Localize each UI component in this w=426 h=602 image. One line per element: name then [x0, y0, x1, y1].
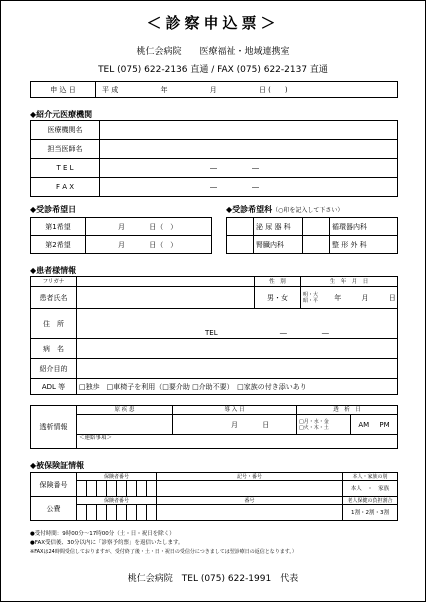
dob-header: 生 年 月 日: [301, 277, 398, 287]
address-input[interactable]: [77, 309, 398, 339]
hope-label: 第2希望: [31, 236, 86, 254]
day-label: 日 ( ): [258, 85, 288, 94]
induction-date-input[interactable]: [173, 415, 297, 435]
insurer-digit[interactable]: [127, 481, 137, 497]
era-label: 平 成: [102, 85, 119, 94]
dept-label: 循環器内科: [330, 218, 398, 236]
number-header: 番号: [157, 497, 343, 505]
purpose-label: 紹介目的: [31, 359, 77, 379]
insurer-digit[interactable]: [117, 481, 127, 497]
am-label: AM: [358, 420, 370, 429]
dialysis-col: 導 入 日: [173, 406, 297, 415]
insurer-digit[interactable]: [107, 505, 117, 521]
furigana-input[interactable]: [77, 277, 255, 287]
person-select[interactable]: 本人 ・ 家族: [343, 481, 398, 497]
day-label: 日: [262, 420, 270, 429]
dept-check[interactable]: [227, 236, 254, 254]
notes-input[interactable]: ＜連絡事項＞: [77, 435, 398, 449]
era-options: 明・大 昭・平: [303, 291, 319, 304]
symbol-header: 記号・番号: [157, 473, 343, 481]
gender-select[interactable]: 男・女: [255, 287, 301, 309]
referral-fax-input[interactable]: ― ―: [100, 178, 398, 197]
footer-contact: 桃仁会病院 TEL (075) 622-1991 代表: [127, 574, 299, 584]
referral-label: 担当医師名: [31, 140, 100, 159]
year-label: 年: [160, 85, 168, 94]
hope-dept-note: （○印を記入して下さい）: [272, 207, 344, 214]
dept-check[interactable]: [227, 218, 254, 236]
elderly-header: 老人保健の負担割合: [343, 497, 398, 505]
referral-label: 医療機関名: [31, 121, 100, 140]
person-header: 本人・家族の別: [343, 473, 398, 481]
referral-label: F A X: [31, 178, 100, 197]
tel-label: TEL: [205, 329, 218, 337]
insurer-digit[interactable]: [147, 505, 157, 521]
dob-year: 年: [334, 293, 342, 302]
patient-table: [30, 276, 398, 395]
dept-label: 腎臓内科: [254, 236, 303, 254]
insurer-digit[interactable]: [97, 481, 107, 497]
dob-day: 日: [388, 293, 396, 302]
referral-input[interactable]: [100, 140, 398, 159]
days-option: □月・水・金: [299, 418, 329, 425]
hope-date-input[interactable]: [86, 218, 212, 236]
day-label: 日（ ）: [149, 222, 178, 231]
referral-tel-input[interactable]: ― ―: [100, 159, 398, 178]
referral-input[interactable]: [100, 121, 398, 140]
purpose-input[interactable]: [77, 359, 398, 379]
month-label: 月: [118, 240, 125, 249]
referral-table: [30, 120, 398, 197]
hope-date-input[interactable]: [86, 236, 212, 254]
section-insurance: ◆被保険証情報: [30, 461, 85, 470]
insurer-digit[interactable]: [87, 505, 97, 521]
contact-line: TEL (075) 622-2136 直通 / FAX (075) 622-2137 直通: [98, 65, 328, 75]
hospital-line: 桃仁会病院 医療福祉・地域連携室: [136, 47, 290, 57]
dept-check[interactable]: [303, 218, 330, 236]
dept-label: 整 形 外 科: [330, 236, 398, 254]
primary-disease-input[interactable]: [77, 415, 173, 435]
insurance-row-label: 公費: [31, 497, 77, 521]
form-title: ＜診察申込票＞: [146, 14, 280, 32]
insurer-digit[interactable]: [107, 481, 117, 497]
hope-dept-title: ◆受診希望科: [226, 205, 273, 214]
disease-label: 病 名: [31, 339, 77, 359]
insurer-digit[interactable]: [87, 481, 97, 497]
apply-date-table: [30, 81, 398, 98]
insurer-digit[interactable]: [137, 505, 147, 521]
dialysis-days[interactable]: [297, 415, 351, 435]
dialysis-label: 透析情報: [31, 406, 77, 449]
note-line: ※FAXは24時間受信しておりますが、受付終了後・土・日・祝日の受信分につきましては翌診療日の返信となります。）: [30, 549, 297, 555]
day-label: 日（ ）: [149, 240, 178, 249]
hope-date-table: [30, 217, 212, 254]
insurer-digit[interactable]: [97, 505, 107, 521]
insurer-header: 保険者番号: [77, 497, 157, 505]
dob-month: 月: [361, 293, 369, 302]
month-label: 月: [118, 222, 125, 231]
days-option: □火・木・土: [299, 424, 329, 431]
section-hope-date: ◆受診希望日: [30, 205, 77, 214]
symbol-input[interactable]: [157, 481, 343, 497]
dept-label: 泌 尿 器 科: [254, 218, 303, 236]
section-referral: ◆紹介元医療機関: [30, 110, 93, 119]
section-patient: ◆患者様情報: [30, 266, 77, 275]
ampm-select[interactable]: [351, 415, 398, 435]
hope-label: 第1希望: [31, 218, 86, 236]
month-label: 月: [209, 85, 217, 94]
insurer-digit[interactable]: [77, 481, 87, 497]
dialysis-col: 透 析 日: [297, 406, 398, 415]
insurer-digit[interactable]: [117, 505, 127, 521]
insurance-row-label: 保険番号: [31, 473, 77, 497]
public-number-input[interactable]: [157, 505, 343, 521]
address-label: 住 所: [31, 309, 77, 339]
tel-dash: ― ―: [279, 329, 329, 337]
referral-label: T E L: [31, 159, 100, 178]
disease-input[interactable]: [77, 339, 398, 359]
insurer-digit[interactable]: [77, 505, 87, 521]
insurer-digit[interactable]: [147, 481, 157, 497]
insurer-digit[interactable]: [137, 481, 147, 497]
gender-header: 性 別: [255, 277, 301, 287]
pm-label: PM: [379, 420, 390, 429]
name-label: 患者氏名: [31, 287, 77, 309]
apply-label: 申 込 日: [31, 82, 96, 98]
dept-check[interactable]: [303, 236, 330, 254]
name-input[interactable]: [77, 287, 255, 309]
adl-label: ADL 等: [31, 379, 77, 395]
insurance-table: [30, 472, 398, 521]
month-label: 月: [231, 420, 238, 429]
insurer-header: 保険者番号: [77, 473, 157, 481]
dob-input[interactable]: [301, 287, 398, 309]
insurer-digit[interactable]: [127, 505, 137, 521]
section-hope-dept: [226, 204, 343, 215]
dialysis-table: [30, 405, 398, 449]
dialysis-col: 原 疾 患: [77, 406, 173, 415]
hope-dept-table: [226, 217, 398, 254]
furigana-label: フリガナ: [31, 277, 77, 287]
adl-options[interactable]: □独歩 □車椅子を利用（□要介助 □介助不要） □家族の付き添いあり: [77, 379, 398, 395]
ratio-select[interactable]: 1割・2割・3割: [343, 505, 398, 521]
apply-date-field[interactable]: [96, 82, 398, 98]
note-line: ●受付時間：9時00分～17時00分（土・日・祝日を除く）: [30, 531, 175, 537]
note-line: ●FAX受信後、30分以内に「診察予約票」を返信いたします。: [30, 540, 184, 546]
